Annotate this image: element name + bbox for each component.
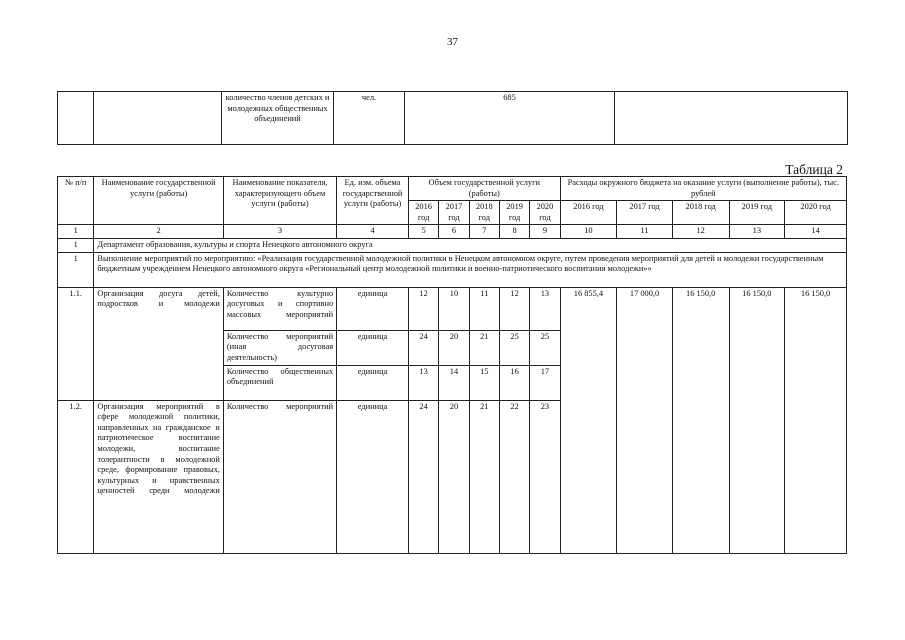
volume-year: 2020 год (530, 201, 560, 225)
expense-value: 16 150,0 (785, 287, 847, 330)
indicator-name: Количество мероприятий (223, 400, 336, 553)
indicator-name: Количество мероприятий (иная досуговая деятельность) (223, 330, 336, 365)
department-row (58, 238, 847, 252)
volume-year: 2019 год (499, 201, 529, 225)
table-row (58, 287, 847, 330)
column-number: 13 (729, 225, 785, 239)
volume-year: 2016 год (408, 201, 438, 225)
volume-value: 12 (499, 287, 529, 330)
service-num: 1.1. (58, 287, 94, 400)
expense-year: 2016 год (560, 201, 617, 225)
unit-cell: единица (337, 287, 409, 330)
header-row (58, 177, 847, 201)
expense-year: 2017 год (617, 201, 673, 225)
expense-year: 2019 год (729, 201, 785, 225)
header-unit: Ед. изм. объема государственной услуги (работы) (337, 177, 409, 225)
volume-value: 25 (530, 330, 560, 365)
column-number: 10 (560, 225, 617, 239)
volume-value: 685 (405, 92, 615, 145)
volume-value: 21 (469, 330, 499, 365)
volume-value: 25 (499, 330, 529, 365)
unit-cell: единица (337, 330, 409, 365)
volume-value: 10 (439, 287, 469, 330)
header-service-name: Наименование государственной услуги (работы) (94, 177, 223, 225)
volume-value: 13 (530, 287, 560, 330)
column-number: 9 (530, 225, 560, 239)
continuation-table (57, 91, 848, 145)
table-row (58, 92, 848, 145)
table-row (58, 400, 847, 553)
volume-value: 14 (439, 365, 469, 400)
column-number: 7 (469, 225, 499, 239)
expense-value: 17 000,0 (617, 287, 673, 330)
expense-value: 16 150,0 (729, 287, 785, 330)
column-number: 8 (499, 225, 529, 239)
volume-value: 13 (408, 365, 438, 400)
column-number: 4 (337, 225, 409, 239)
services-table (57, 176, 847, 554)
volume-value: 20 (439, 400, 469, 553)
volume-value: 23 (530, 400, 560, 553)
service-name: Организация досуга детей, подростков и молодежи (94, 287, 223, 400)
row-num: 1 (58, 252, 94, 287)
department-name: Департамент образования, культуры и спорта Ненецкого автономного округа (94, 238, 847, 252)
column-numbers-row (58, 225, 847, 239)
service-name: Организация мероприятий в сфере молодежной политики, направленных на гражданское и патриотическое воспитание молодежи, воспитание толерантности в молодежной среде, формирование правовых, культурных и нравственных ценностей среди молодежи (94, 400, 223, 553)
program-row (58, 252, 847, 287)
column-number: 2 (94, 225, 223, 239)
service-num: 1.2. (58, 400, 94, 553)
expense-year: 2018 год (672, 201, 729, 225)
unit-cell: единица (337, 400, 409, 553)
indicator-name: Количество общественных объединений (223, 365, 336, 400)
column-number: 1 (58, 225, 94, 239)
header-num: № п/п (58, 177, 94, 225)
program-name: Выполнение мероприятий по мероприятию: «Реализация государственной молодежной политики в Ненецком автономном округе, путем проведения мероприятий для детей и молодежи государственным бюджетным учреждением Ненецкого автономного округа «Региональный центр молодежной политики и военно-патриотического воспитания молодежи»» (94, 252, 847, 287)
header-expenses: Расходы окружного бюджета на оказание услуги (выполнение работы), тыс. рублей (560, 177, 846, 201)
column-number: 6 (439, 225, 469, 239)
header-indicator-name: Наименование показателя, характеризующего объем услуги (работы) (223, 177, 336, 225)
expense-year: 2020 год (785, 201, 847, 225)
volume-value: 24 (408, 400, 438, 553)
volume-value: 22 (499, 400, 529, 553)
unit-cell: чел. (334, 92, 405, 145)
expense-value: 16 150,0 (672, 287, 729, 330)
volume-value: 15 (469, 365, 499, 400)
volume-value: 11 (469, 287, 499, 330)
volume-year: 2017 год (439, 201, 469, 225)
row-num: 1 (58, 238, 94, 252)
column-number: 11 (617, 225, 673, 239)
volume-value: 12 (408, 287, 438, 330)
page-number: 37 (447, 36, 458, 48)
volume-value: 21 (469, 400, 499, 553)
volume-value: 24 (408, 330, 438, 365)
indicator-name: Количество культурно досуговых и спортивно массовых мероприятий (223, 287, 336, 330)
header-volume: Объем государственной услуги (работы) (408, 177, 560, 201)
indicator-name: количество членов детских и молодежных общественных объединений (222, 92, 334, 145)
volume-year: 2018 год (469, 201, 499, 225)
volume-value: 17 (530, 365, 560, 400)
column-number: 5 (408, 225, 438, 239)
unit-cell: единица (337, 365, 409, 400)
column-number: 12 (672, 225, 729, 239)
table-caption: Таблица 2 (785, 162, 843, 177)
expense-value: 16 855,4 (560, 287, 617, 330)
column-number: 3 (223, 225, 336, 239)
volume-value: 20 (439, 330, 469, 365)
volume-value: 16 (499, 365, 529, 400)
column-number: 14 (785, 225, 847, 239)
